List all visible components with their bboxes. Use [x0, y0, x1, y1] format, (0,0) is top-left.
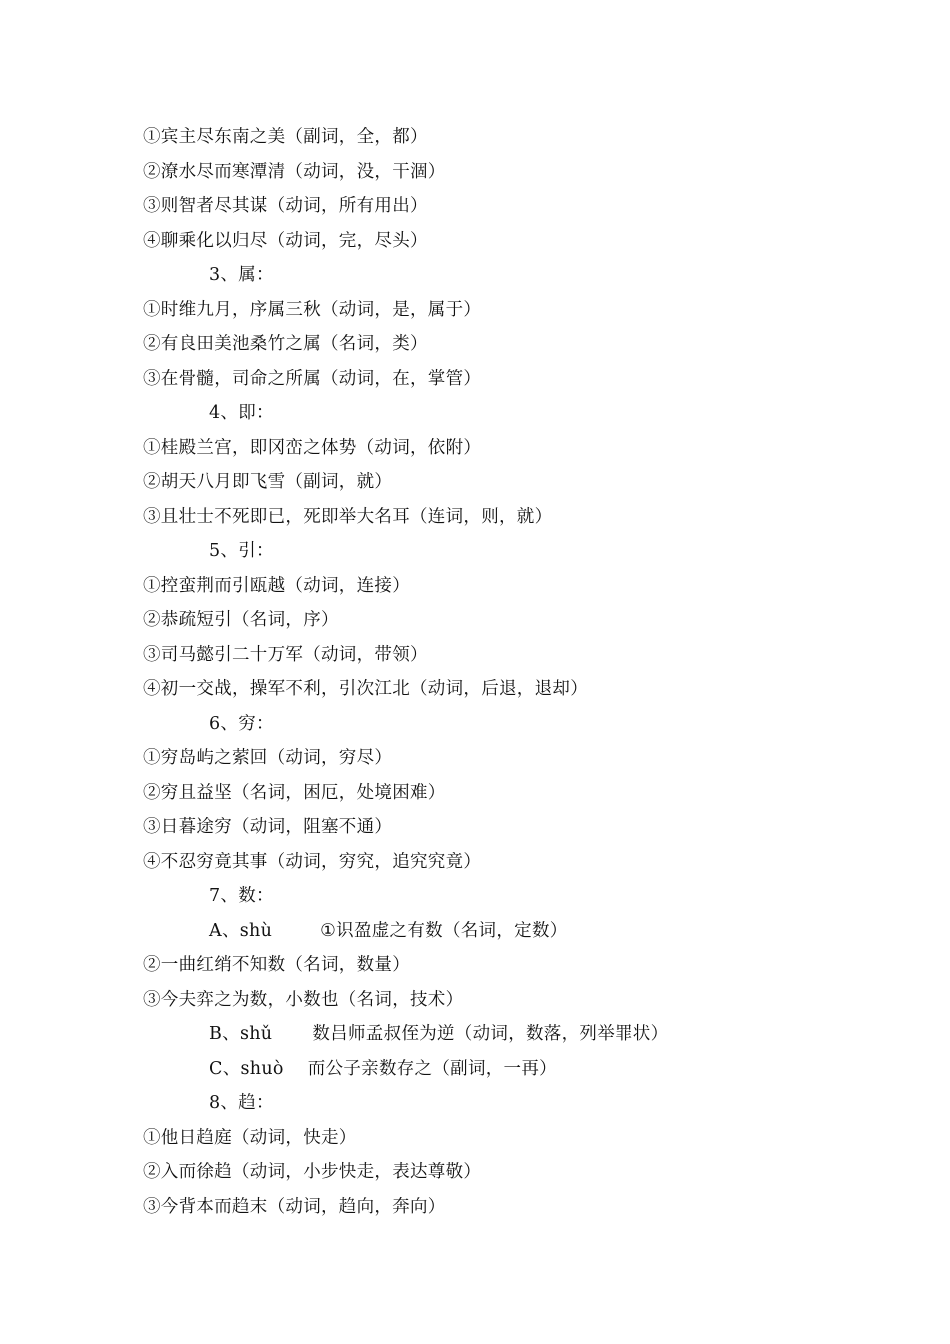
text-line: ③在骨髓，司命之所属（动词，在，掌管）	[143, 368, 482, 389]
text-line: ①他日趋庭（动词，快走）	[143, 1127, 357, 1148]
pronunciation-label: B、shǔ	[209, 1024, 273, 1044]
section-heading: 6、穷：	[209, 713, 274, 734]
text-line: ③则智者尽其谋（动词，所有用出）	[143, 196, 428, 216]
text-line: ②入而徐趋（动词，小步快走，表达尊敬）	[143, 1162, 482, 1182]
text-line: ④不忍穷竟其事（动词，穷究，追究究竟）	[143, 851, 482, 872]
text-line: ③今背本而趋末（动词，趋向，奔向）	[143, 1196, 446, 1217]
text-line: ②有良田美池桑竹之属（名词，类）	[143, 334, 428, 354]
pronunciation-example: 而公子亲数存之（副词，一再）	[307, 1058, 557, 1079]
text-line: ③司马懿引二十万军（动词，带领）	[143, 644, 428, 665]
text-line: ①宾主尽东南之美（副词，全，都）	[143, 127, 428, 147]
text-line: ②一曲红绡不知数（名词，数量）	[143, 955, 410, 975]
pronunciation-label: C、shuò	[209, 1058, 284, 1079]
section-heading: 4、即：	[209, 403, 274, 423]
text-line: ②潦水尽而寒潭清（动词，没，干涸）	[143, 161, 446, 182]
text-line: ②胡天八月即飞雪（副词，就）	[143, 472, 393, 492]
text-line: ③日暮途穷（动词，阻塞不通）	[143, 817, 393, 837]
pronunciation-line	[143, 1017, 903, 1052]
section-heading: 7、数：	[209, 886, 274, 906]
text-line: ④初一交战，操军不利，引次江北（动词，后退，退却）	[143, 679, 588, 699]
text-line: ①控蛮荆而引瓯越（动词，连接）	[143, 575, 410, 596]
pronunciation-example: 数吕师孟叔侄为逆（动词，数落，列举罪状）	[312, 1024, 669, 1044]
section-heading: 8、趋：	[209, 1093, 274, 1113]
text-line: ①穷岛屿之萦回（动词，穷尽）	[143, 748, 393, 768]
text-line: ③今夫弈之为数，小数也（名词，技术）	[143, 989, 464, 1010]
text-line: ①时维九月，序属三秋（动词，是，属于）	[143, 299, 482, 320]
section-heading: 3、属：	[209, 265, 274, 285]
pronunciation-line	[143, 1052, 903, 1087]
text-line: ③且壮士不死即已，死即举大名耳（连词，则，就）	[143, 506, 553, 527]
pronunciation-label: A、shù	[209, 920, 273, 941]
text-line: ②恭疏短引（名词，序）	[143, 610, 339, 630]
pronunciation-line	[143, 914, 903, 949]
text-body	[143, 120, 903, 1224]
section-heading: 5、引：	[209, 541, 274, 561]
text-line: ④聊乘化以归尽（动词，完，尽头）	[143, 230, 428, 251]
text-line: ①桂殿兰宫，即冈峦之体势（动词，依附）	[143, 437, 482, 458]
text-line: ②穷且益坚（名词，困厄，处境困难）	[143, 782, 446, 803]
pronunciation-example: ①识盈虚之有数（名词，定数）	[320, 920, 568, 941]
